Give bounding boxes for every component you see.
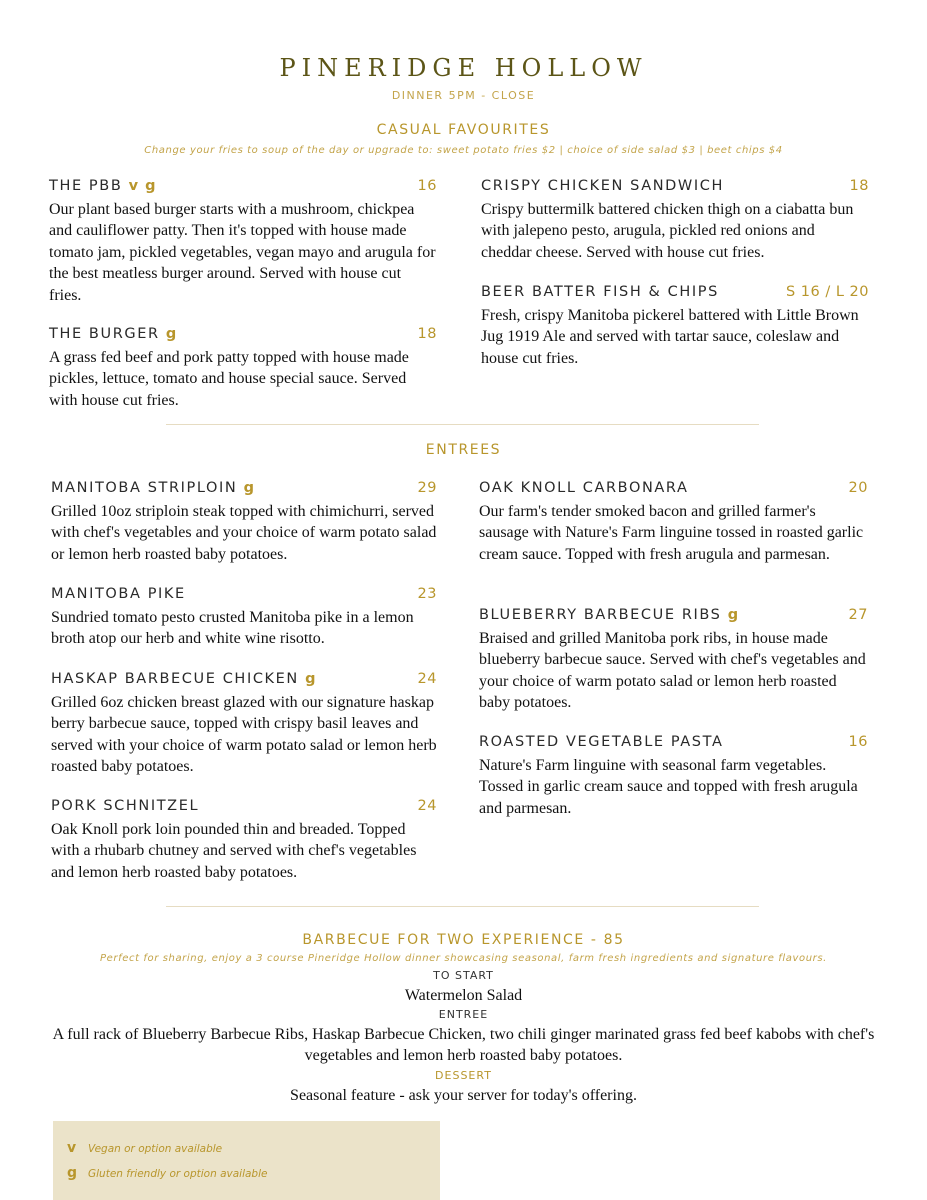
- dietary-legend: [53, 1121, 440, 1200]
- item-name: BLUEBERRY BARBECUE RIBS g: [479, 607, 740, 623]
- item-description: Sundried tomato pesto crusted Manitoba pike in a lemon broth atop our herb and white wine risotto.: [51, 609, 414, 648]
- item-price: 18: [849, 178, 869, 194]
- item-price: 16: [848, 734, 868, 750]
- dietary-mark: g: [243, 480, 255, 496]
- item-name: BEER BATTER FISH & CHIPS: [481, 284, 719, 300]
- menu-item-pike: [51, 586, 437, 650]
- item-name: THE BURGER g: [49, 326, 178, 342]
- menu-item-vegetable-pasta: [479, 734, 868, 819]
- item-name: MANITOBA STRIPLOIN g: [51, 480, 255, 496]
- menu-item-pbb: [49, 178, 437, 306]
- item-description: Grilled 6oz chicken breast glazed with our signature haskap berry barbecue sauce, topped with crispy basil leaves and served with your choice of warm potato salad or lemon herb roasted baby potatoes.: [51, 694, 437, 776]
- course-label-start: TO START: [433, 969, 494, 982]
- item-name: HASKAP BARBECUE CHICKEN g: [51, 671, 317, 687]
- item-price: 24: [417, 798, 437, 814]
- item-price: 27: [848, 607, 868, 623]
- section-title-casual: CASUAL FAVOURITES: [376, 122, 551, 138]
- menu-item-crispy-chicken: [481, 178, 869, 263]
- dietary-mark: g: [165, 326, 178, 342]
- item-description: Crispy buttermilk battered chicken thigh on a ciabatta bun with jalepeno pesto, arugula, pickled red onions and cheddar cheese. Served with house cut fries.: [481, 201, 854, 261]
- item-name: MANITOBA PIKE: [51, 586, 186, 602]
- item-description: Grilled 10oz striploin steak topped with chimichurri, served with chef's vegetables and your choice of warm potato salad or lemon herb roasted baby potatoes.: [51, 503, 437, 563]
- section-note-bbq: Perfect for sharing, enjoy a 3 course Pineridge Hollow dinner showcasing seasonal, farm fresh ingredients and signature flavours.: [100, 953, 827, 964]
- item-name: CRISPY CHICKEN SANDWICH: [481, 178, 724, 194]
- menu-item-carbonara: [479, 480, 868, 565]
- gluten-mark: g: [67, 1165, 78, 1181]
- course-text-start: Watermelon Salad: [404, 987, 523, 1004]
- item-description: Our plant based burger starts with a mushroom, chickpea and cauliflower patty. Then it's topped with house made tomato jam, pickled vegetables, vegan mayo and arugula for the best meatless burger around. Served with house cut fries.: [49, 201, 436, 304]
- item-description: Our farm's tender smoked bacon and grilled farmer's sausage with Nature's Farm linguine tossed in roasted garlic cream sauce. Topped with fresh arugula and parmesan.: [479, 503, 864, 563]
- menu-item-fish-chips: [481, 284, 869, 369]
- item-name: THE PBB v g: [49, 178, 157, 194]
- dinner-hours: DINNER 5PM - CLOSE: [391, 89, 536, 102]
- item-description: Oak Knoll pork loin pounded thin and breaded. Topped with a rhubarb chutney and served with chef's vegetables and lemon herb roasted baby potatoes.: [51, 821, 417, 881]
- course-label-entree: ENTREE: [438, 1008, 489, 1021]
- menu-item-burger: [49, 326, 437, 411]
- item-name: OAK KNOLL CARBONARA: [479, 480, 689, 496]
- item-price: 18: [417, 326, 437, 342]
- menu-item-blueberry-ribs: [479, 607, 868, 714]
- restaurant-title: PINERIDGE HOLLOW: [279, 54, 648, 82]
- legend-text-vegan: Vegan or option available: [88, 1143, 223, 1155]
- item-name: ROASTED VEGETABLE PASTA: [479, 734, 724, 750]
- item-name: PORK SCHNITZEL: [51, 798, 200, 814]
- item-price: 29: [417, 480, 437, 496]
- item-description: Nature's Farm linguine with seasonal farm vegetables. Tossed in garlic cream sauce and topped with fresh arugula and parmesan.: [479, 757, 858, 817]
- section-note-casual: Change your fries to soup of the day or upgrade to: sweet potato fries $2 | choice of side salad $3 | beet chips $4: [144, 145, 783, 156]
- menu-item-striploin: [51, 480, 437, 565]
- item-description: Braised and grilled Manitoba pork ribs, in house made blueberry barbecue sauce. Served with chef's vegetables and your choice of warm potato salad or lemon herb roasted baby potatoes.: [479, 630, 866, 712]
- item-price: 16: [417, 178, 437, 194]
- section-divider: [166, 906, 759, 907]
- section-divider: [166, 424, 759, 425]
- dietary-mark: g: [727, 607, 740, 623]
- course-text-dessert: Seasonal feature - ask your server for today's offering.: [290, 1087, 637, 1104]
- course-text-entree: A full rack of Blueberry Barbecue Ribs, Haskap Barbecue Chicken, two chili ginger marinated grass fed beef kabobs with chef's vegetables and lemon herb roasted baby potatoes.: [52, 1026, 875, 1065]
- dietary-mark: g: [305, 671, 317, 687]
- item-price: S 16 / L 20: [785, 284, 869, 300]
- section-title-entrees: ENTREES: [425, 442, 502, 458]
- section-title-bbq: BARBECUE FOR TWO EXPERIENCE - 85: [302, 932, 625, 948]
- legend-text-gluten: Gluten friendly or option available: [88, 1168, 268, 1180]
- menu-item-schnitzel: [51, 798, 437, 883]
- menu-item-haskap-chicken: [51, 671, 437, 778]
- item-description: A grass fed beef and pork patty topped with house made pickles, lettuce, tomato and house special sauce. Served with house cut fries.: [49, 349, 409, 409]
- dietary-mark: v g: [128, 178, 157, 194]
- item-description: Fresh, crispy Manitoba pickerel battered with Little Brown Jug 1919 Ale and served with tartar sauce, coleslaw and house cut fries.: [481, 307, 859, 367]
- vegan-mark: v: [67, 1140, 77, 1156]
- course-label-dessert: DESSERT: [435, 1069, 492, 1082]
- item-price: 20: [848, 480, 868, 496]
- item-price: 23: [417, 586, 437, 602]
- item-price: 24: [417, 671, 437, 687]
- legend-row-vegan: [67, 1140, 222, 1156]
- legend-row-gluten: [67, 1165, 267, 1181]
